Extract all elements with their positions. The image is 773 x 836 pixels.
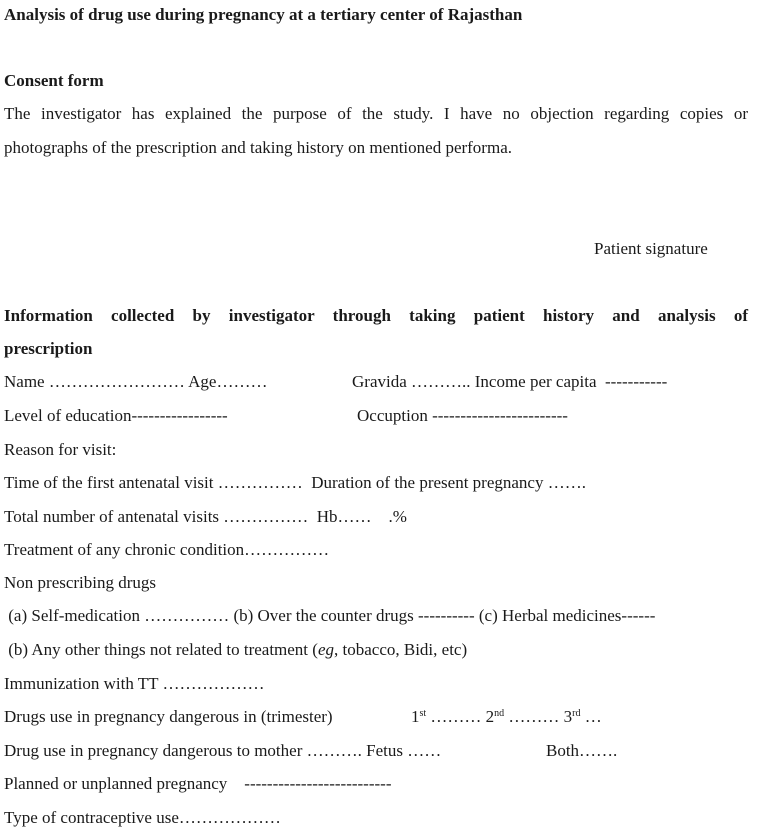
patient-signature-label: Patient signature	[594, 239, 708, 258]
info-heading-line-2: prescription	[4, 339, 93, 358]
gravida-income-field: Gravida ……….. Income per capita -----------	[352, 372, 668, 391]
consent-text-line-1: The investigator has explained the purpose of the study. I have no objection regarding copies or	[4, 104, 748, 123]
non-prescribing-heading: Non prescribing drugs	[4, 573, 157, 592]
immunization-field: Immunization with TT ………………	[4, 674, 265, 693]
self-medication-field: (a) Self-medication …………… (b) Over the counter drugs ---------- (c) Herbal medicines------	[4, 606, 656, 625]
other-things-field: (b) Any other things not related to treatment (eg, tobacco, Bidi, etc)	[4, 640, 468, 659]
document-title: Analysis of drug use during pregnancy at a tertiary center of Rajasthan	[4, 5, 523, 24]
info-heading-line-1: Information collected by investigator through taking patient history and analysis of	[4, 306, 748, 325]
consent-heading: Consent form	[4, 71, 104, 90]
dangerous-mother-fetus-field: Drug use in pregnancy dangerous to mother ………. Fetus ……	[4, 741, 442, 760]
first-visit-field: Time of the first antenatal visit …………… Duration of the present pregnancy …….	[4, 473, 586, 492]
contraceptive-field: Type of contraceptive use………………	[4, 808, 281, 827]
planned-pregnancy-field: Planned or unplanned pregnancy --------------------------	[4, 774, 392, 793]
dangerous-both-field: Both…….	[546, 741, 618, 760]
occupation-field: Occuption ------------------------	[357, 406, 568, 425]
total-visits-field: Total number of antenatal visits …………… Hb…… .%	[4, 507, 407, 526]
dangerous-trimester-field: Drugs use in pregnancy dangerous in (trimester)	[4, 707, 333, 726]
chronic-treatment-field: Treatment of any chronic condition……………	[4, 540, 330, 559]
education-field: Level of education-----------------	[4, 406, 228, 425]
trimester-options: 1st ……… 2nd ……… 3rd …	[411, 707, 602, 726]
name-age-field: Name …………………… Age………	[4, 372, 268, 391]
consent-text-line-2: photographs of the prescription and taking history on mentioned performa.	[4, 138, 512, 157]
reason-for-visit-field: Reason for visit:	[4, 440, 117, 459]
